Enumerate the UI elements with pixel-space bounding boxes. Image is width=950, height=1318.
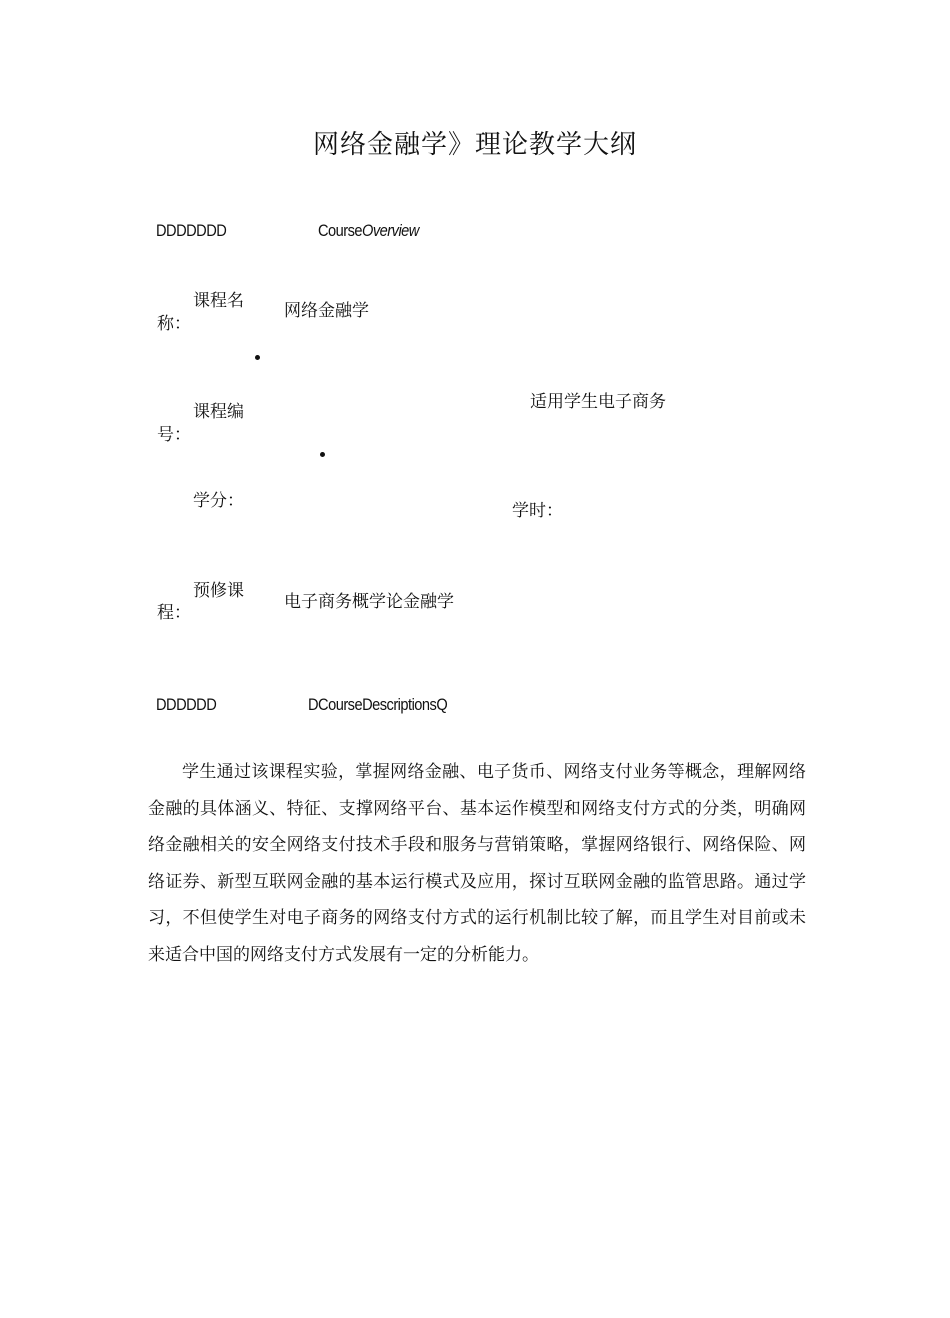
section2-code: DDDDDD: [156, 695, 217, 714]
prereq-label-line2: 程：: [157, 603, 191, 623]
prereq-label-line1: 预修课: [193, 581, 244, 601]
bullet-dot: [320, 452, 325, 457]
course-code-label-line2: 号：: [157, 425, 191, 445]
section1-code: DDDDDDD: [156, 221, 227, 240]
section1-english-prefix: Course: [318, 221, 363, 240]
course-description-paragraph: 学生通过该课程实验，掌握网络金融、电子货币、网络支付业务等概念，理解网络金融的具体涵义、特征、支撑网络平台、基本运作模型和网络支付方式的分类，明确网络金融相关的安全网络支付技术手段和服务与营销策略，掌握网络银行、网络保险、网络证券、新型互联网金融的基本运行模式及应用，探讨互联网金融的监管思路。通过学习，不但使学生对电子商务的网络支付方式的运行机制比较了解，而且学生对目前或未来适合中国的网络支付方式发展有一定的分析能力。: [148, 762, 806, 965]
course-name-label-line1: 课程名: [193, 291, 244, 311]
credit-label: 学分：: [193, 491, 244, 511]
course-name-label-line2: 称：: [157, 314, 191, 334]
section2-english-heading: DCourseDescriptionsQ: [308, 695, 448, 714]
applicable-students-value: 适用学生电子商务: [530, 392, 666, 412]
course-name-value: 网络金融学: [284, 301, 369, 321]
document-title: 网络金融学》理论教学大纲: [312, 130, 637, 160]
hours-label: 学时：: [512, 501, 563, 521]
section1-english-heading: [318, 221, 419, 241]
prereq-value: 电子商务概学论金融学: [284, 592, 454, 612]
section1-english-italic: Overview: [362, 221, 419, 240]
course-code-label-line1: 课程编: [193, 402, 244, 422]
bullet-dot: [255, 355, 260, 360]
